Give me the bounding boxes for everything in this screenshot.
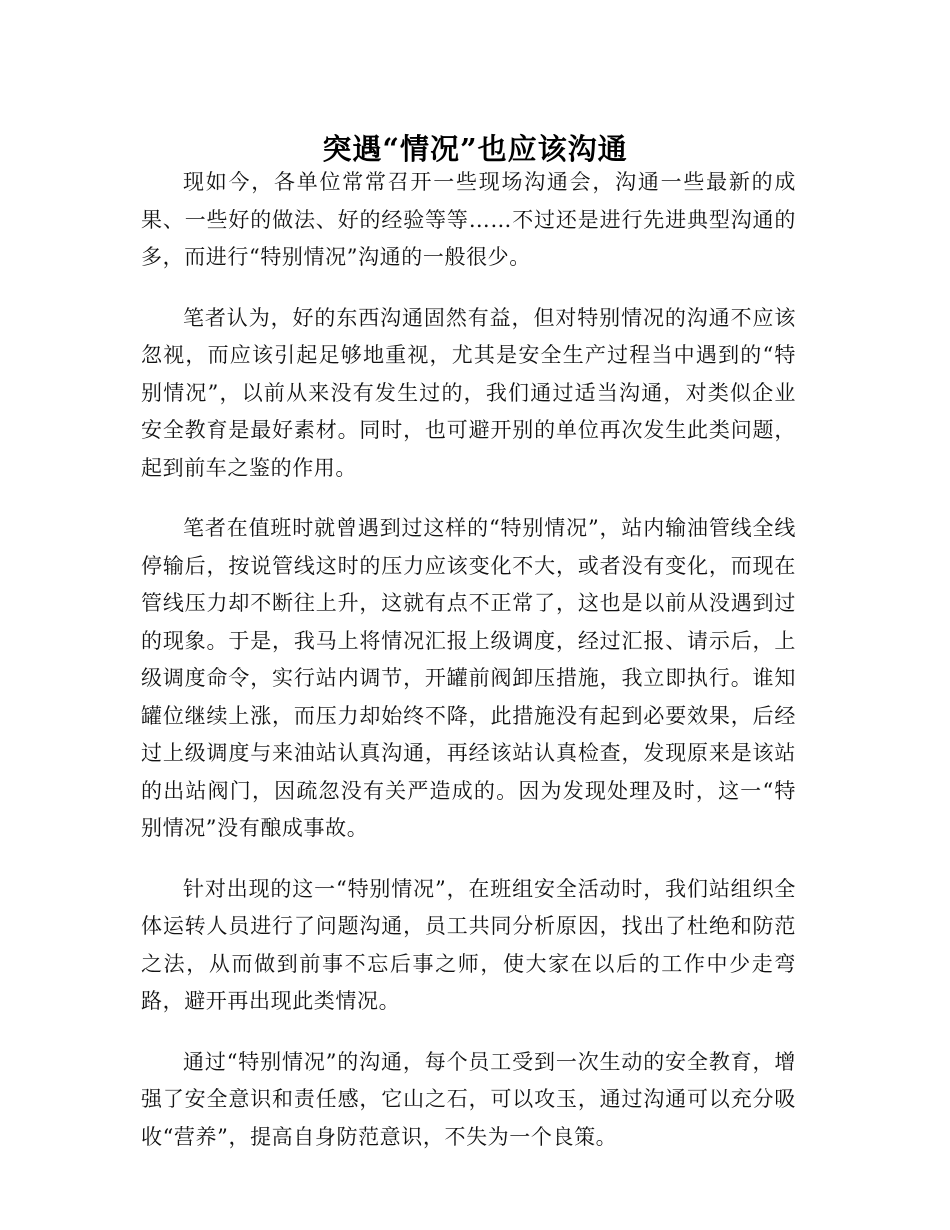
- paragraph-4: 针对出现的这一“特别情况”，在班组安全活动时，我们站组织全体运转人员进行了问题沟通，员工共同分析原因，找出了杜绝和防范之法，从而做到前事不忘后事之师，使大家在以后的工作中少走弯路，避开再出现此类情况。: [141, 876, 796, 1013]
- document-title: 突遇“情况”也应该沟通: [322, 132, 628, 167]
- paragraph-3: 笔者在值班时就曾遇到过这样的“特别情况”，站内输油管线全线停输后，按说管线这时的压力应该变化不大，或者没有变化，而现在管线压力却不断往上升，这就有点不正常了，这也是以前从没遇到过的现象。于是，我马上将情况汇报上级调度，经过汇报、请示后，上级调度命令，实行站内调节，开罐前阀卸压措施，我立即执行。谁知罐位继续上涨，而压力却始终不降，此措施没有起到必要效果，后经过上级调度与来油站认真沟通，再经该站认真检查，发现原来是该站的出站阀门，因疏忽没有关严造成的。因为发现处理及时，这一“特别情况”没有酿成事故。: [141, 516, 796, 840]
- document-body: [141, 164, 796, 1179]
- paragraph-1: 现如今，各单位常常召开一些现场沟通会，沟通一些最新的成果、一些好的做法、好的经验等等……不过还是进行先进典型沟通的多，而进行“特别情况”沟通的一般很少。: [141, 170, 796, 269]
- paragraph-5: 通过“特别情况”的沟通，每个员工受到一次生动的安全教育，增强了安全意识和责任感，它山之石，可以攻玉，通过沟通可以充分吸收“营养”，提高自身防范意识，不失为一个良策。: [141, 1049, 796, 1149]
- paragraph-2: 笔者认为，好的东西沟通固然有益，但对特别情况的沟通不应该忽视，而应该引起足够地重视，尤其是安全生产过程当中遇到的“特别情况”，以前从来没有发生过的，我们通过适当沟通，对类似企业安全教育是最好素材。同时，也可避开别的单位再次发生此类问题，起到前车之鉴的作用。: [141, 305, 796, 480]
